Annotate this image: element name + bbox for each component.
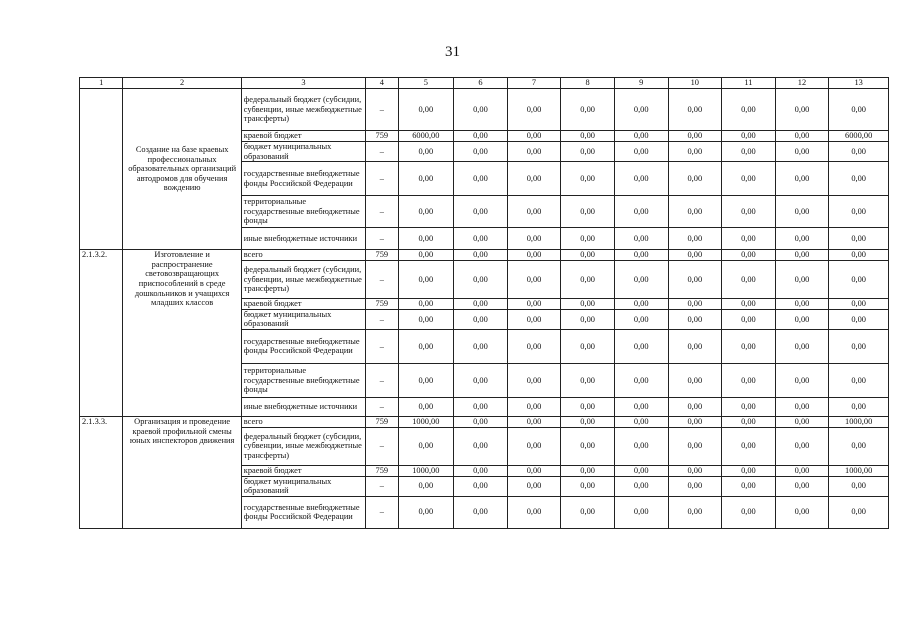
year-value: 0,00 (561, 465, 615, 476)
year-value: 0,00 (507, 309, 561, 329)
year-value: 0,00 (722, 131, 776, 142)
year-value: 0,00 (507, 131, 561, 142)
year-value: 0,00 (507, 228, 561, 250)
budget-code: – (366, 162, 398, 196)
year-value: 0,00 (668, 228, 722, 250)
total-value: 0,00 (829, 299, 889, 310)
year-value: 0,00 (398, 196, 454, 228)
year-value: 0,00 (561, 89, 615, 131)
item-name: Организация и проведение краевой профильной смены юных инспекторов движения (123, 416, 241, 528)
funding-source: бюджет муниципальных образований (241, 142, 365, 162)
year-value: 0,00 (668, 309, 722, 329)
year-value: 0,00 (454, 427, 508, 465)
year-value: 0,00 (454, 299, 508, 310)
year-value: 0,00 (398, 427, 454, 465)
year-value: 0,00 (454, 476, 508, 496)
funding-source: бюджет муниципальных образований (241, 309, 365, 329)
budget-code: – (366, 89, 398, 131)
column-number: 6 (454, 78, 508, 89)
funding-source: всего (241, 250, 365, 261)
year-value: 0,00 (668, 363, 722, 397)
funding-source: государственные внебюджетные фонды Российской Федерации (241, 162, 365, 196)
total-value: 0,00 (829, 162, 889, 196)
year-value: 0,00 (507, 476, 561, 496)
year-value: 0,00 (775, 228, 829, 250)
year-value: 0,00 (614, 250, 668, 261)
year-value: 1000,00 (398, 465, 454, 476)
year-value: 0,00 (668, 162, 722, 196)
year-value: 0,00 (398, 496, 454, 528)
year-value: 0,00 (507, 196, 561, 228)
year-value: 0,00 (668, 496, 722, 528)
year-value: 0,00 (614, 427, 668, 465)
year-value: 0,00 (454, 496, 508, 528)
year-value: 0,00 (507, 89, 561, 131)
year-value: 0,00 (507, 496, 561, 528)
year-value: 0,00 (614, 496, 668, 528)
total-value: 0,00 (829, 363, 889, 397)
year-value: 0,00 (454, 329, 508, 363)
year-value: 0,00 (561, 261, 615, 299)
funding-source: краевой бюджет (241, 131, 365, 142)
year-value: 0,00 (722, 363, 776, 397)
year-value: 0,00 (454, 250, 508, 261)
budget-code: – (366, 476, 398, 496)
year-value: 0,00 (454, 142, 508, 162)
year-value: 0,00 (398, 329, 454, 363)
item-name: Изготовление и распространение световозвращающих приспособлений в среде дошкольников и учащихся младших классов (123, 250, 241, 417)
year-value: 0,00 (722, 228, 776, 250)
year-value: 0,00 (668, 476, 722, 496)
year-value: 0,00 (775, 142, 829, 162)
year-value: 0,00 (507, 250, 561, 261)
item-number: 2.1.3.3. (80, 416, 123, 528)
year-value: 0,00 (668, 142, 722, 162)
year-value: 0,00 (722, 196, 776, 228)
year-value: 0,00 (775, 363, 829, 397)
funding-source: государственные внебюджетные фонды Российской Федерации (241, 496, 365, 528)
year-value: 0,00 (722, 329, 776, 363)
item-number (80, 89, 123, 250)
item-name: Создание на базе краевых профессиональных образовательных организаций автодромов для обучения вождению (123, 89, 241, 250)
funding-source: федеральный бюджет (субсидии, субвенции, иные межбюджетные трансферты) (241, 89, 365, 131)
year-value: 0,00 (454, 89, 508, 131)
year-value: 0,00 (614, 261, 668, 299)
table-body (80, 89, 889, 529)
year-value: 0,00 (722, 309, 776, 329)
year-value: 0,00 (614, 228, 668, 250)
item-number: 2.1.3.2. (80, 250, 123, 417)
year-value: 0,00 (614, 309, 668, 329)
year-value: 0,00 (507, 427, 561, 465)
table-row (80, 416, 889, 427)
budget-code: 759 (366, 465, 398, 476)
funding-source: федеральный бюджет (субсидии, субвенции, иные межбюджетные трансферты) (241, 427, 365, 465)
year-value: 0,00 (454, 397, 508, 416)
budget-code: – (366, 142, 398, 162)
year-value: 0,00 (775, 196, 829, 228)
year-value: 0,00 (722, 427, 776, 465)
year-value: 0,00 (722, 476, 776, 496)
funding-source: всего (241, 416, 365, 427)
column-number: 3 (241, 78, 365, 89)
budget-code: 759 (366, 250, 398, 261)
funding-source: территориальные государственные внебюджетные фонды (241, 363, 365, 397)
total-value: 0,00 (829, 427, 889, 465)
year-value: 0,00 (722, 397, 776, 416)
year-value: 0,00 (454, 228, 508, 250)
funding-source: федеральный бюджет (субсидии, субвенции, иные межбюджетные трансферты) (241, 261, 365, 299)
year-value: 0,00 (775, 261, 829, 299)
year-value: 0,00 (561, 397, 615, 416)
funding-source: бюджет муниципальных образований (241, 476, 365, 496)
year-value: 0,00 (668, 397, 722, 416)
column-number: 4 (366, 78, 398, 89)
year-value: 0,00 (722, 89, 776, 131)
year-value: 0,00 (614, 363, 668, 397)
year-value: 0,00 (614, 465, 668, 476)
year-value: 0,00 (775, 89, 829, 131)
year-value: 0,00 (668, 416, 722, 427)
funding-source: иные внебюджетные источники (241, 397, 365, 416)
year-value: 0,00 (775, 250, 829, 261)
year-value: 0,00 (775, 329, 829, 363)
year-value: 0,00 (775, 299, 829, 310)
total-value: 0,00 (829, 309, 889, 329)
column-number: 7 (507, 78, 561, 89)
year-value: 0,00 (561, 309, 615, 329)
year-value: 0,00 (775, 465, 829, 476)
year-value: 0,00 (507, 363, 561, 397)
budget-code: – (366, 196, 398, 228)
column-number: 5 (398, 78, 454, 89)
year-value: 0,00 (561, 329, 615, 363)
funding-source: краевой бюджет (241, 465, 365, 476)
total-value: 0,00 (829, 476, 889, 496)
year-value: 0,00 (775, 162, 829, 196)
total-value: 0,00 (829, 261, 889, 299)
total-value: 0,00 (829, 142, 889, 162)
year-value: 0,00 (722, 162, 776, 196)
year-value: 0,00 (561, 250, 615, 261)
column-number: 12 (775, 78, 829, 89)
column-number-row (80, 78, 889, 89)
year-value: 0,00 (668, 299, 722, 310)
year-value: 0,00 (722, 416, 776, 427)
year-value: 0,00 (454, 196, 508, 228)
year-value: 0,00 (507, 329, 561, 363)
year-value: 0,00 (398, 476, 454, 496)
funding-source: государственные внебюджетные фонды Российской Федерации (241, 329, 365, 363)
year-value: 0,00 (454, 131, 508, 142)
year-value: 0,00 (614, 299, 668, 310)
year-value: 0,00 (668, 465, 722, 476)
year-value: 0,00 (507, 261, 561, 299)
year-value: 0,00 (614, 142, 668, 162)
total-value: 0,00 (829, 196, 889, 228)
year-value: 0,00 (454, 465, 508, 476)
year-value: 6000,00 (398, 131, 454, 142)
year-value: 0,00 (398, 261, 454, 299)
total-value: 0,00 (829, 496, 889, 528)
budget-code: – (366, 397, 398, 416)
year-value: 0,00 (614, 131, 668, 142)
page-number: 31 (445, 44, 460, 60)
total-value: 6000,00 (829, 131, 889, 142)
year-value: 0,00 (668, 196, 722, 228)
year-value: 0,00 (561, 416, 615, 427)
year-value: 0,00 (398, 250, 454, 261)
budget-code: – (366, 228, 398, 250)
year-value: 0,00 (398, 228, 454, 250)
budget-code: – (366, 427, 398, 465)
year-value: 0,00 (668, 89, 722, 131)
year-value: 0,00 (398, 363, 454, 397)
year-value: 0,00 (668, 261, 722, 299)
year-value: 0,00 (614, 89, 668, 131)
column-number: 2 (123, 78, 241, 89)
year-value: 0,00 (775, 427, 829, 465)
year-value: 0,00 (722, 261, 776, 299)
budget-code: – (366, 261, 398, 299)
year-value: 0,00 (507, 397, 561, 416)
budget-code: – (366, 329, 398, 363)
year-value: 0,00 (561, 142, 615, 162)
year-value: 0,00 (561, 131, 615, 142)
year-value: 0,00 (507, 142, 561, 162)
year-value: 0,00 (398, 89, 454, 131)
year-value: 0,00 (614, 476, 668, 496)
funding-source: краевой бюджет (241, 299, 365, 310)
total-value: 0,00 (829, 228, 889, 250)
budget-code: 759 (366, 299, 398, 310)
year-value: 0,00 (561, 363, 615, 397)
budget-code: – (366, 496, 398, 528)
funding-source: иные внебюджетные источники (241, 228, 365, 250)
total-value: 0,00 (829, 89, 889, 131)
year-value: 0,00 (668, 329, 722, 363)
year-value: 0,00 (454, 416, 508, 427)
year-value: 0,00 (722, 299, 776, 310)
year-value: 0,00 (614, 162, 668, 196)
year-value: 0,00 (614, 329, 668, 363)
year-value: 0,00 (398, 162, 454, 196)
year-value: 0,00 (722, 250, 776, 261)
year-value: 0,00 (775, 309, 829, 329)
year-value: 0,00 (722, 465, 776, 476)
year-value: 0,00 (507, 299, 561, 310)
year-value: 0,00 (668, 131, 722, 142)
budget-code: – (366, 363, 398, 397)
year-value: 0,00 (561, 496, 615, 528)
year-value: 0,00 (398, 309, 454, 329)
year-value: 0,00 (561, 476, 615, 496)
funding-source: территориальные государственные внебюджетные фонды (241, 196, 365, 228)
total-value: 1000,00 (829, 465, 889, 476)
year-value: 0,00 (668, 250, 722, 261)
total-value: 0,00 (829, 250, 889, 261)
year-value: 0,00 (398, 397, 454, 416)
year-value: 0,00 (561, 196, 615, 228)
year-value: 1000,00 (398, 416, 454, 427)
year-value: 0,00 (454, 162, 508, 196)
year-value: 0,00 (722, 142, 776, 162)
year-value: 0,00 (775, 397, 829, 416)
budget-code: – (366, 309, 398, 329)
year-value: 0,00 (507, 465, 561, 476)
year-value: 0,00 (561, 228, 615, 250)
year-value: 0,00 (561, 162, 615, 196)
year-value: 0,00 (775, 476, 829, 496)
year-value: 0,00 (454, 363, 508, 397)
column-number: 8 (561, 78, 615, 89)
column-number: 1 (80, 78, 123, 89)
column-number: 13 (829, 78, 889, 89)
year-value: 0,00 (668, 427, 722, 465)
table-row (80, 250, 889, 261)
column-number: 10 (668, 78, 722, 89)
year-value: 0,00 (454, 261, 508, 299)
table-row (80, 89, 889, 131)
year-value: 0,00 (454, 309, 508, 329)
year-value: 0,00 (775, 131, 829, 142)
year-value: 0,00 (722, 496, 776, 528)
year-value: 0,00 (507, 162, 561, 196)
total-value: 0,00 (829, 329, 889, 363)
year-value: 0,00 (614, 416, 668, 427)
budget-table (79, 77, 889, 529)
year-value: 0,00 (775, 496, 829, 528)
year-value: 0,00 (561, 299, 615, 310)
total-value: 1000,00 (829, 416, 889, 427)
column-number: 9 (614, 78, 668, 89)
year-value: 0,00 (561, 427, 615, 465)
year-value: 0,00 (507, 416, 561, 427)
year-value: 0,00 (398, 299, 454, 310)
column-number: 11 (722, 78, 776, 89)
year-value: 0,00 (775, 416, 829, 427)
year-value: 0,00 (398, 142, 454, 162)
year-value: 0,00 (614, 397, 668, 416)
budget-code: 759 (366, 131, 398, 142)
total-value: 0,00 (829, 397, 889, 416)
budget-code: 759 (366, 416, 398, 427)
year-value: 0,00 (614, 196, 668, 228)
